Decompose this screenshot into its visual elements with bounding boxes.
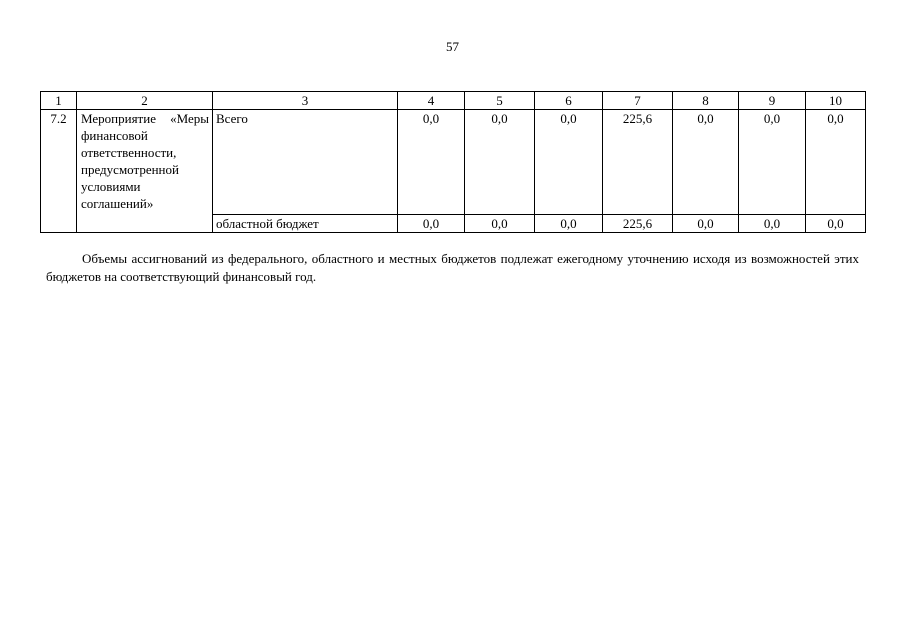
value-cell: 0,0 (535, 110, 603, 215)
value-cell: 0,0 (673, 110, 739, 215)
header-cell: 9 (739, 92, 806, 110)
header-cell: 3 (213, 92, 398, 110)
funding-source-cell: областной бюджет (213, 215, 398, 233)
value-cell: 0,0 (398, 215, 465, 233)
table-row (41, 110, 866, 215)
table-header-row (41, 92, 866, 110)
value-cell: 0,0 (535, 215, 603, 233)
header-cell: 8 (673, 92, 739, 110)
item-number-cell: 7.2 (41, 110, 77, 233)
value-cell: 225,6 (603, 215, 673, 233)
header-cell: 2 (77, 92, 213, 110)
page-number: 57 (446, 39, 459, 54)
header-cell: 6 (535, 92, 603, 110)
header-cell: 5 (465, 92, 535, 110)
value-cell: 0,0 (398, 110, 465, 215)
header-cell: 7 (603, 92, 673, 110)
budget-note-paragraph: Объемы ассигнований из федерального, областного и местных бюджетов подлежат ежегодному уточнению исходя из возможностей этих бюджетов на соответствующий финансовый год. (46, 251, 859, 284)
value-cell: 0,0 (739, 215, 806, 233)
header-cell: 1 (41, 92, 77, 110)
value-cell: 0,0 (806, 215, 866, 233)
header-cell: 10 (806, 92, 866, 110)
funding-source-cell: Всего (213, 110, 398, 215)
value-cell: 0,0 (673, 215, 739, 233)
value-cell: 0,0 (739, 110, 806, 215)
item-name-cell: Мероприятие «Меры финансовой ответственности, предусмотренной условиями соглашений» (77, 110, 213, 233)
header-cell: 4 (398, 92, 465, 110)
value-cell: 0,0 (806, 110, 866, 215)
value-cell: 0,0 (465, 110, 535, 215)
budget-table (40, 91, 866, 233)
value-cell: 225,6 (603, 110, 673, 215)
value-cell: 0,0 (465, 215, 535, 233)
